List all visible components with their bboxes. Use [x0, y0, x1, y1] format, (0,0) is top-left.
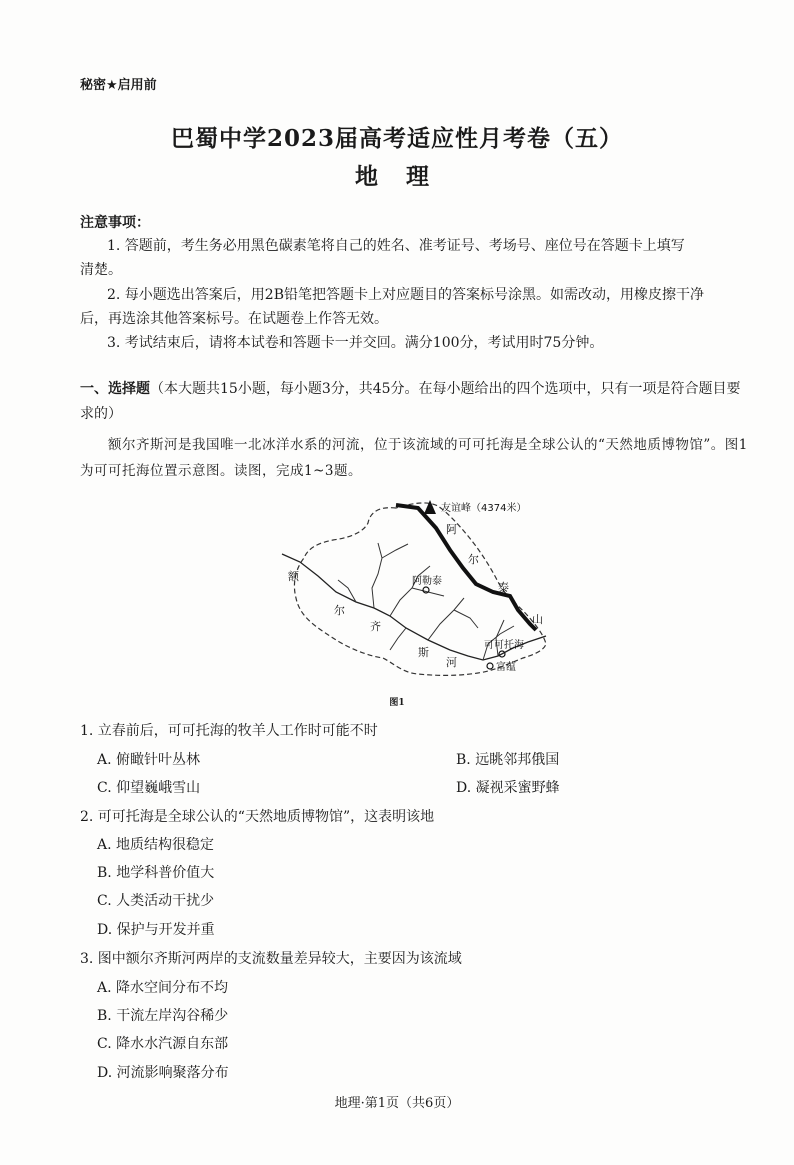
river-label-char: 尔	[334, 604, 345, 617]
town-label-altay: 阿勒泰	[412, 576, 442, 587]
question-stem: 1. 立春前后，可可托海的牧羊人工作时可能不时	[80, 723, 378, 739]
town-icon	[487, 663, 493, 669]
altai-label-char: 阿	[446, 523, 457, 536]
section-description: （本大题共15小题，每小题3分，共45分。在每小题给出的四个选项中，只有一项是符合题目要求的）	[80, 381, 741, 422]
notice-line: 清楚。	[80, 262, 122, 278]
option-d: D. 保护与开发并重	[97, 922, 215, 938]
question-stem: 3. 图中额尔齐斯河两岸的支流数量差异较大，主要因为该流域	[80, 951, 462, 967]
river-label-char: 斯	[418, 646, 429, 659]
notice-line: 1. 答题前，考生务必用黑色碳素笔将自己的姓名、准考证号、考场号、座位号在答题卡上填写	[107, 238, 685, 254]
town-icon	[423, 587, 429, 593]
notice-line: 后，再选涂其他答案标号。在试题卷上作答无效。	[80, 311, 388, 327]
option-c: C. 降水水汽源自东部	[97, 1036, 229, 1052]
town-label-koktokay: 可可托海	[484, 640, 524, 651]
tributary	[428, 598, 464, 640]
option-b: B. 干流左岸沟谷稀少	[97, 1008, 229, 1024]
river-label-char: 齐	[370, 620, 381, 633]
option-c: C. 仰望巍峨雪山	[97, 780, 201, 796]
subject-title: 地 理	[354, 163, 439, 190]
confidential-mark: 秘密★启用前	[80, 78, 157, 93]
tributary	[454, 610, 478, 628]
option-a: A. 俯瞰针叶丛林	[97, 752, 201, 768]
question-stem: 2. 可可托海是全球公认的“天然地质博物馆”，这表明该地	[80, 809, 435, 825]
altai-label-char: 山	[532, 613, 543, 626]
option-b: B. 地学科普价值大	[97, 865, 215, 881]
river-label-char: 河	[446, 656, 457, 669]
peak-label: 友谊峰（4374米）	[441, 503, 527, 514]
notice-line: 3. 考试结束后，请将本试卷和答题卡一并交回。满分100分，考试用时75分钟。	[107, 335, 604, 351]
reading-passage	[80, 432, 754, 484]
option-a: A. 地质结构很稳定	[97, 837, 215, 853]
tributary	[372, 543, 382, 608]
tributary	[390, 628, 406, 650]
section-heading	[80, 377, 754, 427]
section-title: 一、选择题	[80, 381, 150, 397]
option-d: D. 凝视采蜜野蜂	[456, 780, 560, 796]
option-a: A. 降水空间分布不均	[97, 980, 229, 996]
altai-label-char: 尔	[468, 553, 479, 566]
tributary	[382, 544, 408, 558]
notice-line: 2. 每小题选出答案后，用2B铅笔把答题卡上对应题目的答案标号涂黑。如需改动，用橡皮擦干净	[107, 287, 705, 303]
location-map	[278, 488, 568, 688]
river-label-char: 额	[288, 570, 299, 583]
option-b: B. 远眺邻邦俄国	[456, 752, 560, 768]
exam-title: 巴蜀中学2023届高考适应性月考卷（五）	[170, 125, 623, 152]
figure-caption: 图1	[389, 698, 405, 708]
option-c: C. 人类活动干扰少	[97, 893, 215, 909]
tributary	[338, 580, 356, 602]
altai-label-char: 泰	[498, 581, 509, 594]
page-footer: 地理·第1页（共6页）	[334, 1096, 460, 1111]
passage-text: 额尔齐斯河是我国唯一北冰洋水系的河流，位于该流域的可可托海是全球公认的“天然地质博物馆”。图1为可可托海位置示意图。读图，完成1~3题。	[80, 437, 748, 479]
peak-icon	[424, 500, 436, 514]
option-d: D. 河流影响聚落分布	[97, 1065, 229, 1081]
town-label-fuyun: 富蕴	[496, 662, 516, 673]
altai-mountain-range	[396, 505, 536, 630]
notice-heading: 注意事项：	[80, 215, 150, 231]
